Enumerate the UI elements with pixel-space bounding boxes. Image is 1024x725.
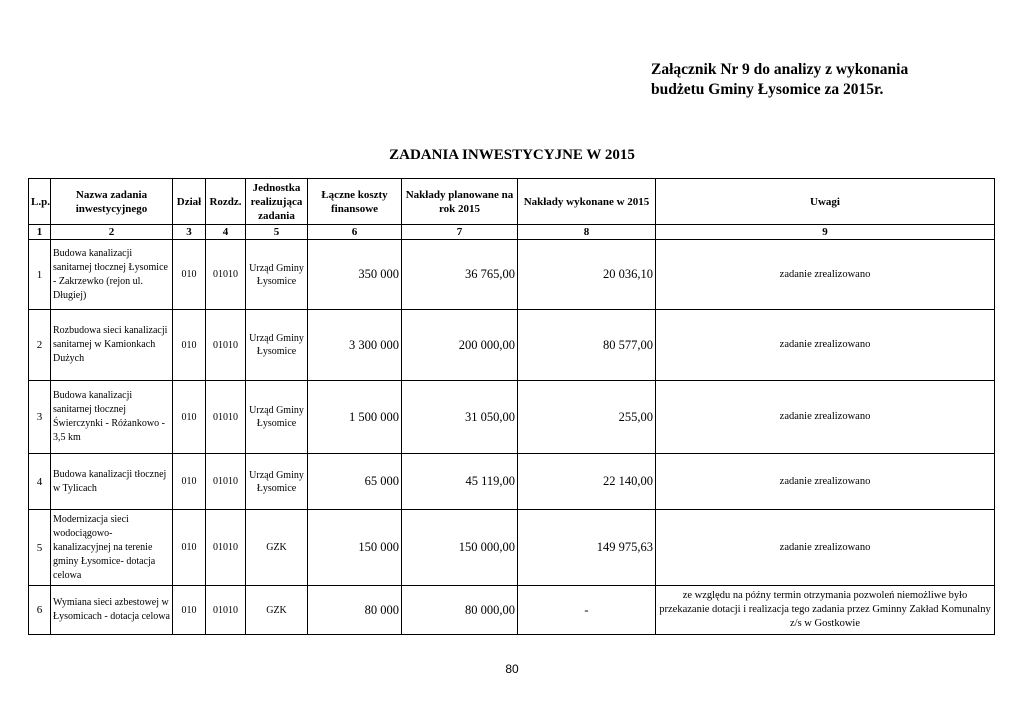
cell-task-name: Budowa kanalizacji sanitarnej tłocznej Świerczynki - Różankowo - 3,5 km	[51, 381, 173, 454]
cell-unit: Urząd Gminy Łysomice	[246, 240, 308, 310]
col-header-planned: Nakłady planowane na rok 2015	[402, 179, 518, 225]
cell-unit: GZK	[246, 586, 308, 635]
cell-task-name: Rozbudowa sieci kanalizacji sanitarnej w Kamionkach Dużych	[51, 310, 173, 381]
header-row	[29, 179, 995, 225]
cell-planned: 31 050,00	[402, 381, 518, 454]
cell-rozdz: 01010	[206, 454, 246, 510]
investment-table	[28, 178, 995, 635]
cell-dzial: 010	[173, 454, 206, 510]
cell-total-cost: 80 000	[308, 586, 402, 635]
cell-planned: 80 000,00	[402, 586, 518, 635]
cell-note: zadanie zrealizowano	[656, 381, 995, 454]
cell-lp: 2	[29, 310, 51, 381]
cell-task-name: Modernizacja sieci wodociągowo- kanalizacyjnej na terenie gminy Łysomice- dotacja celowa	[51, 510, 173, 586]
cell-planned: 45 119,00	[402, 454, 518, 510]
col-header-note: Uwagi	[656, 179, 995, 225]
table-row	[29, 586, 995, 635]
cell-unit: Urząd Gminy Łysomice	[246, 310, 308, 381]
cell-rozdz: 01010	[206, 310, 246, 381]
col-header-total: Łączne koszty finansowe	[308, 179, 402, 225]
col-header-rozdz: Rozdz.	[206, 179, 246, 225]
column-number: 4	[206, 225, 246, 240]
cell-lp: 1	[29, 240, 51, 310]
table-row	[29, 510, 995, 586]
cell-total-cost: 150 000	[308, 510, 402, 586]
col-header-unit: Jednostka realizująca zadania	[246, 179, 308, 225]
cell-note: zadanie zrealizowano	[656, 240, 995, 310]
cell-total-cost: 3 300 000	[308, 310, 402, 381]
cell-planned: 150 000,00	[402, 510, 518, 586]
col-header-name: Nazwa zadania inwestycyjnego	[51, 179, 173, 225]
table-row	[29, 310, 995, 381]
cell-dzial: 010	[173, 510, 206, 586]
col-header-dzial: Dział	[173, 179, 206, 225]
cell-lp: 4	[29, 454, 51, 510]
cell-task-name: Budowa kanalizacji tłocznej w Tylicach	[51, 454, 173, 510]
cell-task-name: Budowa kanalizacji sanitarnej tłocznej Łysomice - Zakrzewko (rejon ul. Długiej)	[51, 240, 173, 310]
column-number: 6	[308, 225, 402, 240]
column-number: 1	[29, 225, 51, 240]
cell-dzial: 010	[173, 381, 206, 454]
cell-lp: 3	[29, 381, 51, 454]
cell-note: zadanie zrealizowano	[656, 510, 995, 586]
cell-executed: 20 036,10	[518, 240, 656, 310]
column-number: 8	[518, 225, 656, 240]
cell-note: zadanie zrealizowano	[656, 310, 995, 381]
cell-unit: Urząd Gminy Łysomice	[246, 454, 308, 510]
cell-planned: 36 765,00	[402, 240, 518, 310]
column-number: 9	[656, 225, 995, 240]
cell-planned: 200 000,00	[402, 310, 518, 381]
cell-dzial: 010	[173, 240, 206, 310]
cell-executed: -	[518, 586, 656, 635]
cell-executed: 149 975,63	[518, 510, 656, 586]
cell-lp: 5	[29, 510, 51, 586]
cell-executed: 80 577,00	[518, 310, 656, 381]
cell-executed: 255,00	[518, 381, 656, 454]
attachment-line-1: Załącznik Nr 9 do analizy z wykonania	[651, 61, 909, 78]
cell-dzial: 010	[173, 310, 206, 381]
table-row	[29, 240, 995, 310]
col-header-lp: L.p.	[29, 179, 51, 225]
column-number: 7	[402, 225, 518, 240]
cell-note: ze względu na późny termin otrzymania pozwoleń niemożliwe było przekazanie dotacji i realizacja tego zadania przez Gminny Zakład Komunalny z/s w Gostkowie	[656, 586, 995, 635]
cell-rozdz: 01010	[206, 510, 246, 586]
table-row	[29, 454, 995, 510]
cell-rozdz: 01010	[206, 586, 246, 635]
col-header-executed: Nakłady wykonane w 2015	[518, 179, 656, 225]
cell-note: zadanie zrealizowano	[656, 454, 995, 510]
column-number: 2	[51, 225, 173, 240]
cell-executed: 22 140,00	[518, 454, 656, 510]
cell-rozdz: 01010	[206, 240, 246, 310]
cell-total-cost: 65 000	[308, 454, 402, 510]
page-number: 80	[505, 662, 519, 676]
column-number-row	[29, 225, 995, 240]
attachment-header	[651, 60, 908, 100]
page-title: ZADANIA INWESTYCYJNE W 2015	[389, 147, 635, 163]
cell-lp: 6	[29, 586, 51, 635]
cell-task-name: Wymiana sieci azbestowej w Łysomicach - dotacja celowa	[51, 586, 173, 635]
cell-dzial: 010	[173, 586, 206, 635]
cell-total-cost: 350 000	[308, 240, 402, 310]
attachment-line-2: budżetu Gminy Łysomice za 2015r.	[651, 81, 884, 98]
cell-rozdz: 01010	[206, 381, 246, 454]
table-row	[29, 381, 995, 454]
column-number: 5	[246, 225, 308, 240]
column-number: 3	[173, 225, 206, 240]
cell-total-cost: 1 500 000	[308, 381, 402, 454]
cell-unit: GZK	[246, 510, 308, 586]
cell-unit: Urząd Gminy Łysomice	[246, 381, 308, 454]
